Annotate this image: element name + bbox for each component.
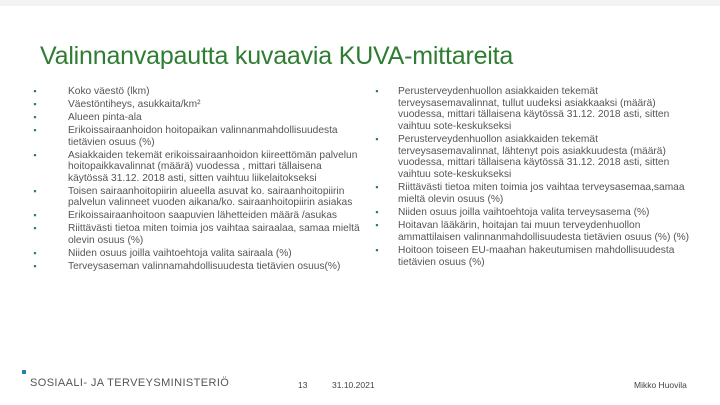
list-item (30, 223, 360, 246)
list-item-text: Terveysaseman valinnamahdollisuudesta tietävien osuus(%) (68, 260, 341, 272)
list-item (30, 99, 360, 111)
ministry-logo: SOSIAALI- JA TERVEYSMINISTERIÖ (30, 377, 230, 389)
list-item (30, 186, 360, 209)
bullet-icon: ▪ (375, 134, 379, 145)
top-bar (0, 0, 720, 6)
slide-date: 31.10.2021 (332, 380, 375, 390)
list-item-text: Hoitavan lääkärin, hoitajan tai muun terveydenhuollon ammattilaisen valinnanmahdollisuudesta tietävien osuus (%) (%) (398, 220, 690, 243)
list-item (30, 248, 360, 260)
list-item-text: Väestöntiheys, asukkaita/km² (68, 98, 201, 110)
list-item (30, 125, 360, 148)
list-item (372, 220, 702, 243)
list-item-text: Alueen pinta-ala (68, 111, 142, 123)
list-item (372, 134, 702, 180)
list-item-text: Riittävästi tietoa miten toimia jos vaihtaa terveysasemaa,samaa mieltä olevin osuus (%) (398, 182, 685, 205)
list-item-text: Hoitoon toiseen EU-maahan hakeutumisen mahdollisuudesta tietävien osuus (%) (398, 245, 675, 268)
list-item (30, 112, 360, 124)
bullet-icon: ▪ (33, 210, 37, 221)
list-item-text: Perusterveydenhuollon asiakkaiden tekemät terveysasemavalinnat, tullut uudeksi asiakkaaksi (määrä) vuodessa, mittari tällaisena käytössä 31.12. 2018 asti, sitten vaihtuu sote-keskukseksi (398, 86, 670, 132)
list-item (30, 261, 360, 273)
list-item (30, 150, 360, 185)
list-item-text: Riittävästi tietoa miten toimia jos vaihtaa sairaalaa, samaa mieltä olevin osuus (%) (68, 223, 360, 246)
list-item-text: Perusterveydenhuollon asiakkaiden tekemät terveysasemavalinnat, lähtenyt pois asiakkuudesta (määrä) vuodessa, mittari tällaisena käytössä 31.12. 2018 asti, sitten vaihtuu sote-keskukseksi (398, 134, 670, 180)
logo-mark-icon (22, 370, 26, 374)
list-item-text: Niiden osuus joilla vaihtoehtoja valita sairaala (%) (68, 247, 292, 259)
list-item (372, 86, 702, 132)
author-name: Mikko Huovila (634, 380, 687, 390)
bullet-icon: ▪ (33, 124, 37, 135)
page-number: 13 (298, 380, 308, 390)
bullet-icon: ▪ (375, 207, 379, 217)
list-item (372, 207, 702, 219)
list-item-text: Koko väestö (lkm) (68, 86, 150, 97)
left-bullet-list (30, 86, 360, 274)
list-item-text: Erikoissairaanhoidon hoitopaikan valinnanmahdollisuudesta tietävien osuus (%) (68, 124, 338, 148)
list-item-text: Niiden osuus joilla vaihtoehtoja valita terveysasema (%) (398, 207, 650, 218)
slide-title: Valinnanvapautta kuvaavia KUVA-mittareita (40, 42, 514, 70)
bullet-icon: ▪ (33, 260, 37, 271)
list-item (372, 182, 702, 205)
bullet-icon: ▪ (375, 182, 379, 193)
bullet-icon: ▪ (33, 223, 37, 234)
bullet-icon: ▪ (33, 149, 37, 160)
list-item-text: Toisen sairaanhoitopiirin alueella asuvat ko. sairaanhoitopiirin palvelun valinneet vuoden aikana/ko. sairaanhoitopiirin asiakas (68, 185, 353, 209)
bullet-icon: ▪ (375, 220, 379, 231)
bullet-icon: ▪ (33, 98, 37, 109)
bullet-icon: ▪ (33, 86, 37, 96)
bullet-icon: ▪ (375, 245, 379, 256)
list-item (30, 210, 360, 222)
bullet-icon: ▪ (33, 185, 37, 196)
list-item-text: Erikoissairaanhoitoon saapuvien lähetteiden määrä /asukas (68, 210, 338, 222)
list-item (30, 86, 360, 98)
bullet-icon: ▪ (33, 247, 37, 258)
bullet-icon: ▪ (375, 86, 379, 96)
bullet-icon: ▪ (33, 111, 37, 122)
list-item (372, 245, 702, 268)
right-bullet-list (372, 86, 702, 270)
list-item-text: Asiakkaiden tekemät erikoissairaanhoidon kiireettömän palvelun hoitopaikkavalinnat (määrä) vuodessa , mittari tällaisena käytössä 31.12. 2018 asti, sitten vaihtuu liikelaitokseksi (68, 149, 358, 184)
